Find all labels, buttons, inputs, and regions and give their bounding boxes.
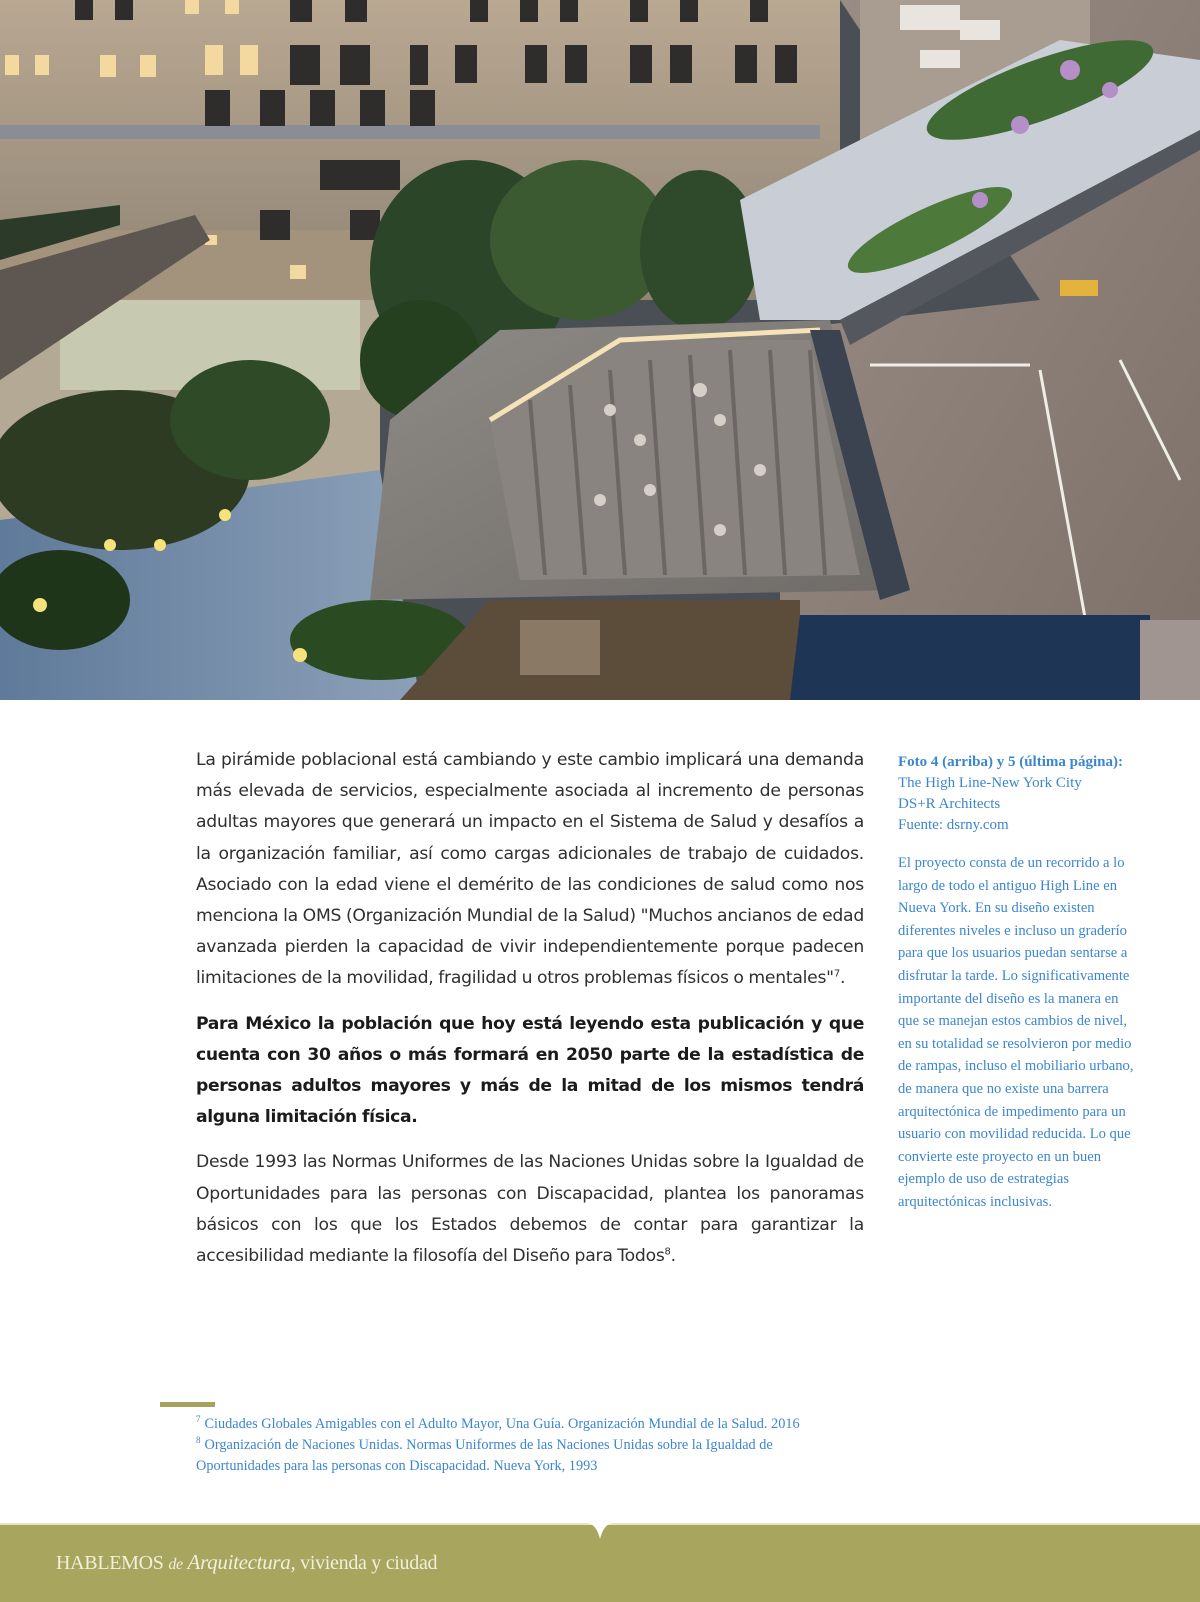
caption-title: Foto 4 (arriba) y 5 (última página): <box>898 754 1123 770</box>
project-description: El proyecto consta de un recorrido a lo largo de todo el antiguo High Line en Nueva York. En su diseño existen diferentes niveles e incluso un graderío para que los usuarios puedan sentarse a disfrutar la tarde. Lo significativamente importante del diseño es la manera en que se manejan estos cambios de nivel, en su totalidad se resolvieron por medio de rampas, incluso el mobiliario urbano, de manera que no existe una barrera arquitectónica de impedimento para un usuario con movilidad reducida. Lo que convierte este proyecto en un buen ejemplo de uso de estrategias arquitectónicas inclusivas. <box>898 855 1134 1210</box>
brand-de: de <box>168 1556 183 1573</box>
paragraph-3-text: Desde 1993 las Normas Uniformes de las Naciones Unidas sobre la Igualdad de Oportunidades para las personas con Discapacidad, plantea los panoramas básicos con los que los Estados debemos de contar para garantizar la accesibilidad mediante la filosofía del Diseño para Todos <box>196 1152 864 1267</box>
footnote-divider <box>160 1402 215 1407</box>
caption-architects: DS+R Architects <box>898 796 1001 812</box>
footnote-ref-8[interactable]: 8 <box>664 1246 671 1258</box>
footnote-number: 7 <box>196 1414 201 1425</box>
photo-caption-sidebar <box>898 752 1138 1214</box>
caption-source: Fuente: dsrny.com <box>898 817 1009 833</box>
footnote-text: Organización de Naciones Unidas. Normas Uniformes de las Naciones Unidas sobre la Igualdad de Oportunidades para las personas con Discapacidad. Nueva York, 1993 <box>196 1437 773 1474</box>
body-paragraph-1 <box>196 745 864 995</box>
caption-project: The High Line-New York City <box>898 775 1082 791</box>
footer-notch-decoration <box>586 1519 614 1541</box>
footnote-ref-7[interactable]: 7 <box>833 968 840 980</box>
paragraph-1-end: . <box>839 968 846 989</box>
body-paragraph-3 <box>196 1147 864 1272</box>
footnote-8 <box>196 1435 860 1477</box>
paragraph-3-end: . <box>670 1246 676 1267</box>
brand-rest: vivienda y ciudad <box>300 1552 438 1574</box>
photo-caption <box>898 752 1138 836</box>
footnote-text: Ciudades Globales Amigables con el Adulto Mayor, Una Guía. Organización Mundial de la Salud. 2016 <box>204 1416 800 1432</box>
footnotes <box>196 1414 860 1477</box>
main-column <box>196 745 864 1272</box>
high-line-aerial-illustration <box>0 0 1200 700</box>
highlight-paragraph: Para México la población que hoy está leyendo esta publicación y que cuenta con 30 años o más formará en 2050 parte de la estadística de personas adultos mayores y más de la mitad de los mismos tendrá alguna limitación física. <box>196 1013 864 1128</box>
brand-italic: Arquitectura, <box>187 1550 296 1574</box>
publication-brand <box>56 1550 437 1575</box>
footnote-7 <box>196 1414 860 1435</box>
brand-caps: HABLEMOS <box>56 1552 164 1574</box>
footnote-number: 8 <box>196 1435 201 1446</box>
hero-photo <box>0 0 1200 700</box>
paragraph-1-text: La pirámide poblacional está cambiando y este cambio implicará una demanda más elevada de servicios, especialmente asociada al incremento de personas adultas mayores que generará un impacto en el Sistema de Salud y desafíos a la organización familiar, así como cargas adicionales de trabajo de cuidados. Asociado con la edad viene el demérito de las condiciones de salud como nos menciona la OMS (Organización Mundial de la Salud) "Muchos ancianos de edad avanzada pierden la capacidad de vivir independientemente porque padecen limitaciones de la movilidad, fragilidad u otros problemas físicos o mentales" <box>196 750 864 989</box>
